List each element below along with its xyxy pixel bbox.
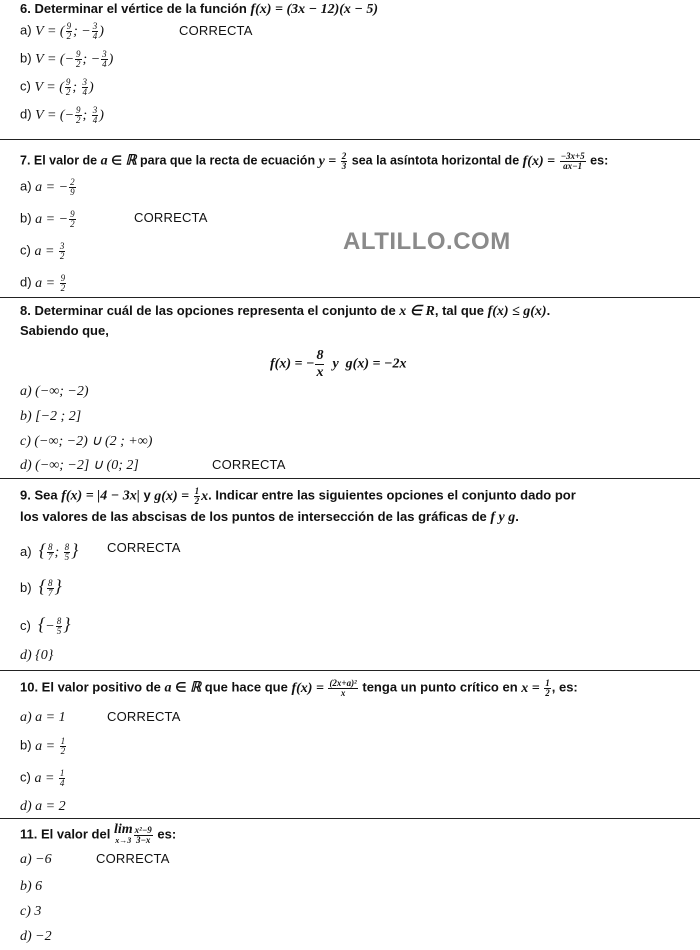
q6-lead: 6. Determinar el vértice de la función [20,1,251,16]
q8-option-b: b) [−2 ; 2] [20,409,82,424]
divider [0,670,700,671]
q6-title [20,1,378,18]
q10-option-a: a) a = 1 [20,710,66,725]
q8-title-line1: 8. Determinar cuál de las opciones representa el conjunto de x ∈ R, tal que f(x) ≤ g(x). [20,303,551,319]
q6-option-d: d) V = (− $\frac{9}{2}$ ; $\frac{3}{4}$ ) [20,105,104,125]
divider [0,478,700,479]
q11-option-c: c) 3 [20,904,42,919]
q6-option-c: c) V = ( $\frac{9}{2}$ ; $\frac{3}{4}$ ) [20,77,94,97]
q8-correct-mark: CORRECTA [212,457,286,472]
q8-equation: f(x) = − $\frac{8}{x}$ y g(x) = −2x [270,348,407,380]
divider [0,297,700,298]
q7-option-d: d) a = $\frac{9}{2}$ [20,273,66,293]
q10-option-d: d) a = 2 [20,799,66,814]
q9-option-b: b) { $\frac{8}{7}$ } [20,576,62,599]
q7-option-c: c) a = $\frac{3}{2}$ [20,241,65,261]
q9-correct-mark: CORRECTA [107,540,181,555]
q7-title: 7. El valor de a ∈ ℝ para que la recta de ecuación y = $\frac{2}{3}$ sea la asíntota horizontal de f(x) = $\frac{-3x+5}{ax-1}$ es: [20,151,609,171]
watermark: ALTILLO.COM [343,228,511,255]
q10-title: 10. El valor positivo de a ∈ ℝ que hace que f(x) = $\frac{\text{(2x+a)²}}{x}$ tenga un punto crítico en x = $\frac{1}{2}$ , es: [20,678,578,698]
q6-formula: f(x) = (3x − 12)(x − 5) [250,2,379,17]
q8-title-line2: Sabiendo que, [20,323,109,338]
q8-option-a: a) (−∞; −2) [20,384,89,399]
divider [0,818,700,819]
q11-option-a: a) −6 [20,852,52,867]
q9-option-a: a) { $\frac{8}{7}$ ; $\frac{8}{5}$ } [20,540,79,563]
q10-option-c: c) a = $\frac{1}{4}$ [20,768,65,788]
q7-option-a: a) a = − $\frac{2}{9}$ [20,177,75,197]
q8-option-d: d) (−∞; −2] ∪ (0; 2] [20,458,139,473]
q8-option-c: c) (−∞; −2) ∪ (2 ; +∞) [20,434,153,449]
q7-correct-mark: CORRECTA [134,210,208,225]
q7-option-b: b) a = − $\frac{9}{2}$ [20,209,75,229]
q9-title-line1: 9. Sea f(x) = |4 − 3x| y g(x) = $\frac{1}{2}$ x. Indicar entre las siguientes opciones el conjunto dado por [20,486,576,506]
divider [0,139,700,140]
q9-option-c: c) {− $\frac{8}{5}$ } [20,614,71,637]
q11-option-b: b) 6 [20,879,43,894]
q10-correct-mark: CORRECTA [107,709,181,724]
q6-correct-mark: CORRECTA [179,23,253,38]
q9-title-line2: los valores de las abscisas de los puntos de intersección de las gráficas de f y g. [20,509,519,525]
q11-title: 11. El valor del lim x→3 $\frac{\text{x²−9}}{3-x}$ es: [20,822,177,845]
q11-correct-mark: CORRECTA [96,851,170,866]
q11-option-d: d) −2 [20,929,52,944]
q9-option-d: d) {0} [20,648,54,663]
q6-option-a: a) V = ( $\frac{9}{2}$ ; − $\frac{3}{4}$ ) [20,21,104,41]
q6-option-b: b) V = (− $\frac{9}{2}$ ; − $\frac{3}{4}$ ) [20,49,114,69]
q10-option-b: b) a = $\frac{1}{2}$ [20,736,66,756]
